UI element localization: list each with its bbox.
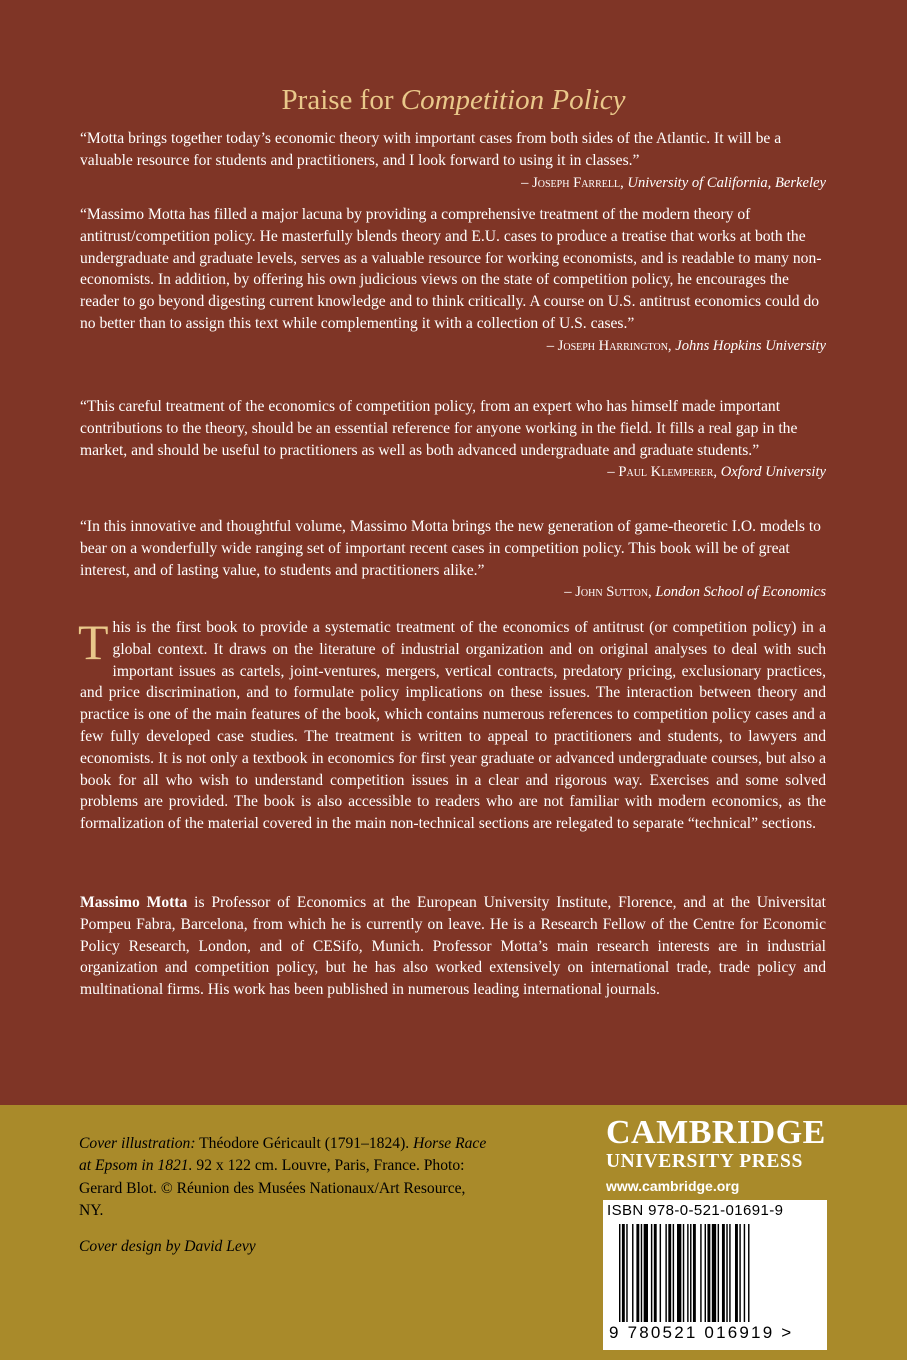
book-title: Competition Policy [400,84,626,116]
quote-attribution [80,173,826,193]
quote-attribution [80,582,826,602]
publisher-logo [606,1116,828,1195]
barcode-bar [707,1224,710,1322]
barcode-bar [632,1224,633,1322]
cover-credit [79,1133,489,1223]
drop-cap: T [78,614,109,670]
barcode-bar [744,1224,745,1322]
barcode-bar [641,1224,642,1322]
credit-artist: Théodore Géricault (1791–1824). [195,1135,414,1152]
quote-text: “In this innovative and thoughtful volume, Massimo Motta brings the new generation of game-theoretic I.O. models to bear on a wonderfully wide ranging set of important recent cases in competition policy. This book will be of great interest, and of lasting value, to students and practitioners alike.” [80,518,821,579]
barcode-bar [739,1224,740,1322]
quote-author: – Joseph Harrington, [546,337,672,354]
barcode-bar [673,1224,674,1322]
barcode-bar [700,1224,701,1322]
quote-attribution [80,462,826,482]
credit-details: 92 x 122 cm. Louvre, Paris, France. Photo: Gerard Blot. © Réunion des Musées Nationaux/Art Resource, NY. [79,1157,466,1220]
barcode-bar [718,1224,719,1322]
barcode-bar [644,1224,648,1322]
barcode-bar [619,1224,620,1322]
barcode-bar [722,1224,725,1322]
author-bio [80,892,826,1001]
barcode-bar [690,1224,691,1322]
barcode-bar [729,1224,730,1322]
barcode-bar [705,1224,706,1322]
barcode-digits: 9 780521 016919 > [609,1323,794,1342]
barcode-bar [683,1224,684,1322]
barcode-bar [748,1224,749,1322]
quote-text: “Massimo Motta has filled a major lacuna by providing a comprehensive treatment of the modern theory of antitrust/competition policy. He masterfully blends theory and E.U. cases to produce a treatise that works at both the undergraduate and graduate levels, serves as a valuable resource for working economists, and is readable to many non-economists. In addition, by offering his own judicious views on the state of competition policy, he encourages the reader to go beyond digesting current knowledge and to think critically. A course on U.S. antitrust economics could do no better than to assign this text while complementing it with a collection of U.S. cases.” [80,206,822,332]
barcode-bar [668,1224,671,1322]
quote-farrell [80,128,826,193]
barcode-bar [626,1224,627,1322]
barcode-bar [726,1224,727,1322]
bio-text: is Professor of Economics at the European University Institute, Florence, and at the Universitat Pompeu Fabra, Barcelona, from which he is currently on leave. He is a Research Fellow of the Centre for Economic Policy Research, London, and of CESifo, Munich. Professor Motta’s main research interests are in industrial organization and competition policy, but he has also worked extensively on international trade, trade policy and multinational firms. His work has been published in numerous leading international journals. [80,894,826,999]
quote-author: – Paul Klemperer, [607,464,718,481]
quote-sutton [80,516,826,602]
barcode-bar [651,1224,652,1322]
book-description [78,614,826,835]
barcode-bar [636,1224,639,1322]
barcode-bar [712,1224,716,1322]
barcode-bar [622,1224,625,1322]
publisher-url[interactable]: www.cambridge.org [606,1178,740,1194]
barcode-bar [735,1224,738,1322]
description-text: his is the first book to provide a systematic treatment of the economics of antitrust (or competition policy) in a global context. It draws on the literature of industrial organization and on original analyses to deal with such important issues as cartels, joint-ventures, mergers, vertical contracts, predatory pricing, exclusionary practices, and price discrimination, and to formulate policy implications on these issues. The interaction between theory and practice is one of the main features of the book, which contains numerous references to competition policy cases and a few fully developed case studies. The treatment is written to appeal to practitioners and students, to lawyers and economists. It is not only a textbook in economics for first year graduate or advanced undergraduate courses, but also a book for all who wish to understand competition issues in a clear and rigorous way. Exercises and some solved problems are provided. The book is also accessible to readers who are not familiar with modern economics, as the formalization of the material covered in the main non-technical sections are relegated to separate “technical” sections. [80,619,826,833]
quote-klemperer [80,396,826,482]
author-name: Massimo Motta [80,894,188,911]
barcode-bar [665,1224,666,1322]
barcode-bar [677,1224,681,1322]
barcode-bar [687,1224,688,1322]
quote-institution: University of California, Berkeley [627,174,826,191]
barcode-bar [654,1224,657,1322]
praise-heading-prefix: Praise for [281,84,401,116]
barcode-bar [660,1224,661,1322]
quote-harrington [80,204,826,356]
quote-author: – John Sutton, [564,584,652,601]
isbn-barcode [603,1200,827,1350]
isbn-label: ISBN 978-0-521-01691-9 [607,1202,784,1219]
quote-institution: Johns Hopkins University [675,337,826,354]
quote-attribution [80,336,826,356]
quote-institution: London School of Economics [655,584,826,601]
praise-heading [0,80,907,120]
barcode-bar [693,1224,696,1322]
cover-design-credit: Cover design by David Levy [79,1238,256,1255]
quote-text: “This careful treatment of the economics of competition policy, from an expert who has himself made important contributions to the theory, should be an essential reference for anyone working in the field. It fills a real gap in the market, and should be useful to practitioners as well as both advanced undergraduate and graduate students.” [80,398,798,459]
quote-text: “Motta brings together today’s economic theory with important cases from both sides of the Atlantic. It will be a valuable resource for students and practitioners, and I look forward to using it in classes.” [80,130,782,169]
credit-artwork: Horse Race at Epsom in 1821. [79,1135,487,1175]
quote-institution: Oxford University [720,464,826,481]
publisher-name-line2: UNIVERSITY PRESS [606,1151,803,1172]
publisher-name-line1: CAMBRIDGE [606,1114,826,1151]
quote-author: – Joseph Farrell, [521,174,624,191]
credit-label: Cover illustration: [79,1135,196,1152]
